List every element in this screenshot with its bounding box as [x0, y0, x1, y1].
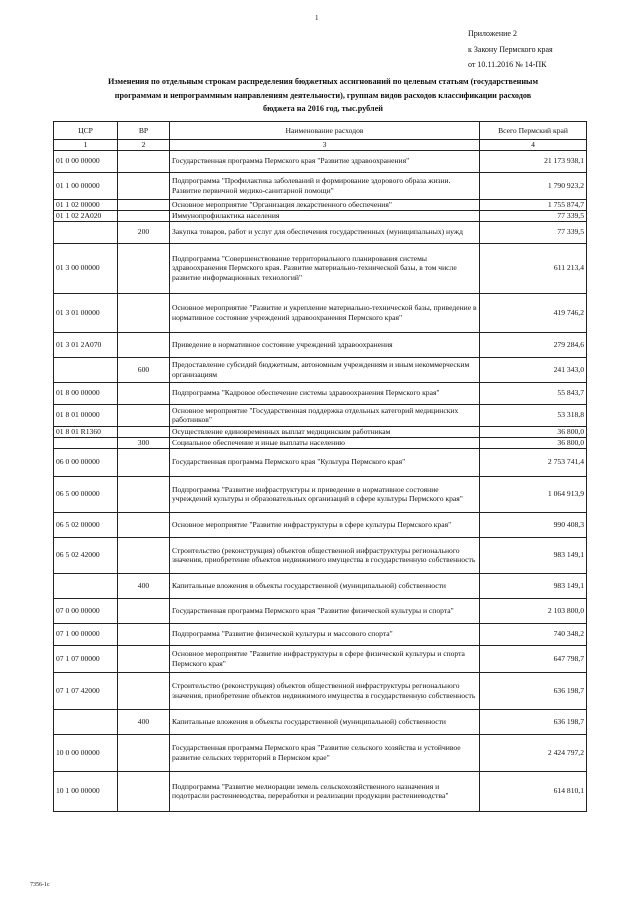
- table-row: [54, 357, 587, 382]
- table-row: [54, 437, 587, 448]
- name-cell: Строительство (реконструкция) объектов общественной инфраструктуры регионального значения, приобретение объектов недвижимого имущества в государственную собственность: [170, 672, 480, 709]
- vr-cell: [118, 210, 170, 221]
- name-cell: Подпрограмма "Развитие мелиорации земель сельскохозяйственного назначения и подотрасли растениеводства, переработки и реализации продукции растениеводства": [170, 771, 480, 811]
- vr-cell: [118, 623, 170, 645]
- name-cell: Социальное обеспечение и иные выплаты населению: [170, 437, 480, 448]
- header-csr: ЦСР: [54, 122, 118, 140]
- table-row: [54, 426, 587, 437]
- sum-cell: 36 800,0: [480, 426, 587, 437]
- sum-cell: 53 318,8: [480, 404, 587, 426]
- table-row: [54, 221, 587, 243]
- csr-cell: [54, 221, 118, 243]
- sum-cell: 2 103 800,0: [480, 598, 587, 623]
- csr-cell: 01 3 00 00000: [54, 243, 118, 293]
- name-cell: Подпрограмма "Развитие инфраструктуры и приведение в нормативное состояние учреждений культуры и образовательных организаций в сфере культуры Пермского края": [170, 476, 480, 512]
- page-number: 1: [315, 14, 319, 22]
- vr-cell: 200: [118, 221, 170, 243]
- name-cell: Государственная программа Пермского края "Культура Пермского края": [170, 448, 480, 476]
- vr-cell: [118, 598, 170, 623]
- csr-cell: 01 8 01 R1360: [54, 426, 118, 437]
- sum-cell: 740 348,2: [480, 623, 587, 645]
- csr-cell: 06 5 02 42000: [54, 537, 118, 573]
- sum-cell: 983 149,1: [480, 573, 587, 598]
- table-header-row: [54, 122, 587, 140]
- sum-cell: 55 843,7: [480, 382, 587, 404]
- sum-cell: 77 339,5: [480, 221, 587, 243]
- name-cell: Предоставление субсидий бюджетным, автономным учреждениям и иным некоммерческим организациям: [170, 357, 480, 382]
- sum-cell: 990 408,3: [480, 512, 587, 537]
- vr-cell: [118, 537, 170, 573]
- appendix-line: Приложение 2: [468, 29, 517, 38]
- name-cell: Подпрограмма "Совершенствование территориального планирования системы здравоохранения Пермского края. Развитие материально-технической базы, в том числе развитие информационных технологий": [170, 243, 480, 293]
- vr-cell: [118, 512, 170, 537]
- csr-cell: [54, 437, 118, 448]
- name-cell: Подпрограмма "Профилактика заболеваний и формирование здорового образа жизни. Развитие первичной медико-санитарной помощи": [170, 172, 480, 199]
- vr-cell: 600: [118, 357, 170, 382]
- table-index-row: [54, 140, 587, 151]
- table-row: [54, 709, 587, 734]
- name-cell: Государственная программа Пермского края "Развитие физической культуры и спорта": [170, 598, 480, 623]
- heading-line: программам и непрограммным направлениям деятельности), группам видов расходов классификации расходов: [114, 90, 532, 100]
- sum-cell: 241 343,0: [480, 357, 587, 382]
- vr-cell: [118, 404, 170, 426]
- table-row: [54, 672, 587, 709]
- table-row: [54, 512, 587, 537]
- csr-cell: 01 3 01 00000: [54, 293, 118, 332]
- vr-cell: [118, 293, 170, 332]
- vr-cell: [118, 382, 170, 404]
- vr-cell: [118, 332, 170, 357]
- csr-cell: 01 8 01 00000: [54, 404, 118, 426]
- sum-cell: 36 800,0: [480, 437, 587, 448]
- index-name: 3: [170, 140, 480, 151]
- name-cell: Государственная программа Пермского края "Развитие здравоохранения": [170, 150, 480, 172]
- vr-cell: [118, 734, 170, 771]
- name-cell: Государственная программа Пермского края "Развитие сельского хозяйства и устойчивое развитие сельских территорий в Пермском крае": [170, 734, 480, 771]
- table-row: [54, 404, 587, 426]
- csr-cell: 01 3 01 2А070: [54, 332, 118, 357]
- table-row: [54, 623, 587, 645]
- csr-cell: 06 5 02 00000: [54, 512, 118, 537]
- sum-cell: 1 790 923,2: [480, 172, 587, 199]
- table-row: [54, 243, 587, 293]
- table-row: [54, 172, 587, 199]
- vr-cell: [118, 476, 170, 512]
- csr-cell: 01 8 00 00000: [54, 382, 118, 404]
- sum-cell: 419 746,2: [480, 293, 587, 332]
- csr-cell: [54, 709, 118, 734]
- index-sum: 4: [480, 140, 587, 151]
- vr-cell: [118, 645, 170, 672]
- sum-cell: 614 810,1: [480, 771, 587, 811]
- vr-cell: [118, 771, 170, 811]
- name-cell: Основное мероприятие "Развитие инфраструктуры в сфере физической культуры и спорта Пермского края": [170, 645, 480, 672]
- budget-table: [53, 121, 587, 812]
- csr-cell: 07 1 07 42000: [54, 672, 118, 709]
- heading-line: Изменения по отдельным строкам распределения бюджетных ассигнований по целевым статьям (государственным: [107, 77, 539, 86]
- sum-cell: 21 173 938,1: [480, 150, 587, 172]
- vr-cell: [118, 172, 170, 199]
- vr-cell: [118, 426, 170, 437]
- table-row: [54, 293, 587, 332]
- table-row: [54, 598, 587, 623]
- sum-cell: 2 753 741,4: [480, 448, 587, 476]
- sum-cell: 1 755 874,7: [480, 199, 587, 210]
- table-row: [54, 537, 587, 573]
- header-sum: Всего Пермский край: [480, 122, 587, 140]
- name-cell: Капитальные вложения в объекты государственной (муниципальной) собственности: [170, 573, 480, 598]
- table-row: [54, 448, 587, 476]
- name-cell: Основное мероприятие "Государственная поддержка отдельных категорий медицинских работников": [170, 404, 480, 426]
- table-row: [54, 476, 587, 512]
- table-row: [54, 199, 587, 210]
- sum-cell: 1 064 913,9: [480, 476, 587, 512]
- name-cell: Основное мероприятие "Развитие и укрепление материально-технической базы, приведение в нормативное состояние учреждений здравоохранения Пермского края": [170, 293, 480, 332]
- sum-cell: 636 198,7: [480, 672, 587, 709]
- csr-cell: 01 1 02 00000: [54, 199, 118, 210]
- sum-cell: 636 198,7: [480, 709, 587, 734]
- table-row: [54, 734, 587, 771]
- appendix-line: от 10.11.2016 № 14-ПК: [468, 60, 547, 69]
- vr-cell: [118, 150, 170, 172]
- name-cell: Осуществление единовременных выплат медицинским работникам: [170, 426, 480, 437]
- name-cell: Подпрограмма "Развитие физической культуры и массового спорта": [170, 623, 480, 645]
- table-row: [54, 573, 587, 598]
- name-cell: Иммунопрофилактика населения: [170, 210, 480, 221]
- sum-cell: 983 149,1: [480, 537, 587, 573]
- table-row: [54, 150, 587, 172]
- header-vr: ВР: [118, 122, 170, 140]
- csr-cell: 01 1 00 00000: [54, 172, 118, 199]
- appendix-block: [468, 26, 553, 73]
- csr-cell: [54, 573, 118, 598]
- vr-cell: 400: [118, 709, 170, 734]
- index-vr: 2: [118, 140, 170, 151]
- name-cell: Приведение в нормативное состояние учреждений здравоохранения: [170, 332, 480, 357]
- table-row: [54, 771, 587, 811]
- table-row: [54, 645, 587, 672]
- name-cell: Капитальные вложения в объекты государственной (муниципальной) собственности: [170, 709, 480, 734]
- csr-cell: 07 1 00 00000: [54, 623, 118, 645]
- table-row: [54, 382, 587, 404]
- header-name: Наименование расходов: [170, 122, 480, 140]
- table-row: [54, 332, 587, 357]
- sum-cell: 279 284,6: [480, 332, 587, 357]
- csr-cell: 10 0 00 00000: [54, 734, 118, 771]
- vr-cell: [118, 448, 170, 476]
- csr-cell: 06 5 00 00000: [54, 476, 118, 512]
- name-cell: Основное мероприятие "Развитие инфраструктуры в сфере культуры Пермского края": [170, 512, 480, 537]
- csr-cell: 01 0 00 00000: [54, 150, 118, 172]
- vr-cell: [118, 672, 170, 709]
- sum-cell: 2 424 797,2: [480, 734, 587, 771]
- csr-cell: [54, 357, 118, 382]
- name-cell: Закупка товаров, работ и услуг для обеспечения государственных (муниципальных) нужд: [170, 221, 480, 243]
- name-cell: Основное мероприятие "Организация лекарственного обеспечения": [170, 199, 480, 210]
- csr-cell: 01 1 02 2А020: [54, 210, 118, 221]
- vr-cell: [118, 199, 170, 210]
- index-csr: 1: [54, 140, 118, 151]
- name-cell: Строительство (реконструкция) объектов общественной инфраструктуры регионального значения, приобретение объектов недвижимого имущества в государственную собственность: [170, 537, 480, 573]
- sum-cell: 647 798,7: [480, 645, 587, 672]
- sum-cell: 77 339,5: [480, 210, 587, 221]
- name-cell: Подпрограмма "Кадровое обеспечение системы здравоохранения Пермского края": [170, 382, 480, 404]
- csr-cell: 06 0 00 00000: [54, 448, 118, 476]
- csr-cell: 07 0 00 00000: [54, 598, 118, 623]
- appendix-line: к Закону Пермского края: [468, 44, 553, 54]
- sum-cell: 611 213,4: [480, 243, 587, 293]
- csr-cell: 10 1 00 00000: [54, 771, 118, 811]
- heading-line: бюджета на 2016 год, тыс.рублей: [263, 104, 383, 113]
- csr-cell: 07 1 07 00000: [54, 645, 118, 672]
- document-heading: [62, 75, 584, 116]
- footer-code: 7356-1с: [30, 882, 50, 888]
- vr-cell: [118, 243, 170, 293]
- table-row: [54, 210, 587, 221]
- vr-cell: 300: [118, 437, 170, 448]
- vr-cell: 400: [118, 573, 170, 598]
